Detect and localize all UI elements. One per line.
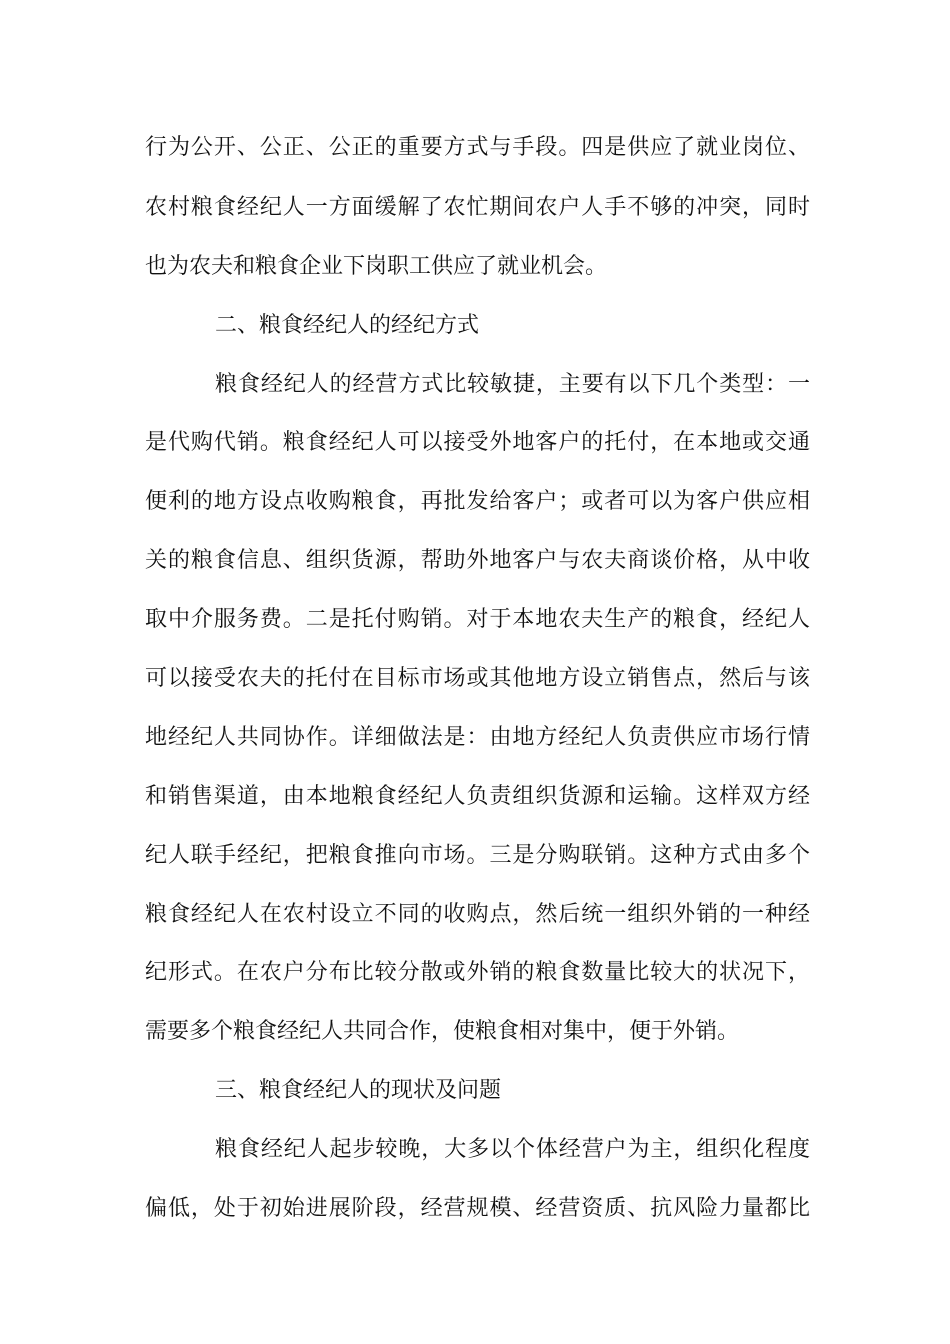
text-line: 粮食经纪人的经营方式比较敏捷，主要有以下几个类型：一 — [215, 372, 810, 397]
text-line: 和销售渠道，由本地粮食经纪人负责组织货源和运输。这样双方经 — [145, 784, 810, 809]
text-line: 纪人联手经纪，把粮食推向市场。三是分购联销。这种方式由多个 — [145, 843, 810, 868]
text-line: 地经纪人共同协作。详细做法是：由地方经纪人负责供应市场行情 — [145, 725, 810, 750]
text-line: 粮食经纪人起步较晚，大多以个体经营户为主，组织化程度 — [215, 1137, 810, 1162]
section-heading: 二、粮食经纪人的经纪方式 — [215, 313, 480, 338]
text-line: 取中介服务费。二是托付购销。对于本地农夫生产的粮食，经纪人 — [145, 607, 810, 632]
text-line: 偏低，处于初始进展阶段，经营规模、经营资质、抗风险力量都比 — [145, 1196, 810, 1221]
text-line: 需要多个粮食经纪人共同合作，使粮食相对集中，便于外销。 — [145, 1019, 740, 1044]
text-line: 关的粮食信息、组织货源，帮助外地客户与农夫商谈价格，从中收 — [145, 548, 810, 573]
text-line: 纪形式。在农户分布比较分散或外销的粮食数量比较大的状况下， — [145, 960, 810, 985]
text-line: 农村粮食经纪人一方面缓解了农忙期间农户人手不够的冲突，同时 — [145, 195, 810, 220]
text-line: 可以接受农夫的托付在目标市场或其他地方设立销售点，然后与该 — [145, 666, 810, 691]
text-line: 是代购代销。粮食经纪人可以接受外地客户的托付，在本地或交通 — [145, 430, 810, 455]
text-line: 便利的地方设点收购粮食，再批发给客户；或者可以为客户供应相 — [145, 489, 810, 514]
section-heading: 三、粮食经纪人的现状及问题 — [215, 1078, 502, 1103]
text-line: 也为农夫和粮食企业下岗职工供应了就业机会。 — [145, 254, 608, 279]
text-line: 行为公开、公正、公正的重要方式与手段。四是供应了就业岗位、 — [145, 135, 810, 160]
text-line: 粮食经纪人在农村设立不同的收购点，然后统一组织外销的一种经 — [145, 902, 810, 927]
